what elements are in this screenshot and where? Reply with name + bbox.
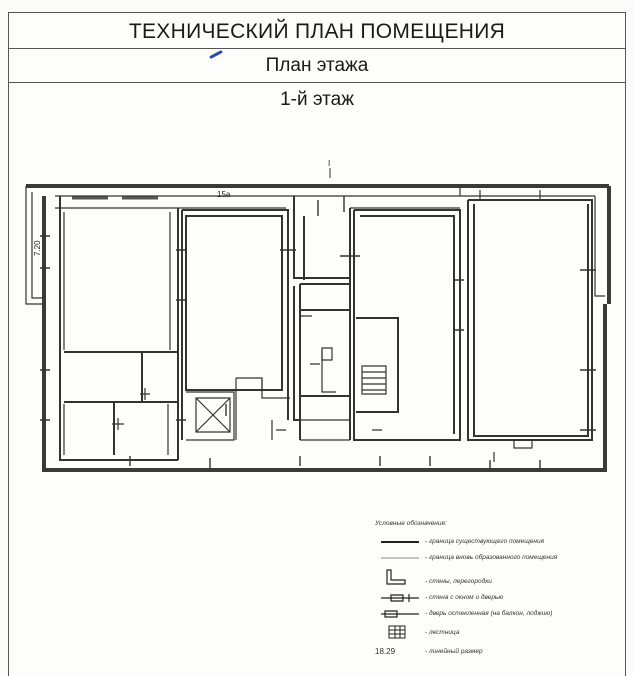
dimension-example-value: 18.29 — [375, 647, 396, 656]
legend-item: - стена с окном и дверью — [375, 592, 620, 604]
left-room — [60, 196, 178, 460]
dimension-top: 15a — [217, 190, 231, 199]
wall-corner-icon — [381, 568, 419, 588]
document-title: ТЕХНИЧЕСКИЙ ПЛАН ПОМЕЩЕНИЯ — [9, 13, 625, 49]
legend-title: Условные обозначения: — [375, 520, 447, 527]
right-room — [468, 200, 592, 440]
document-subtitle: План этажа — [9, 49, 625, 83]
center-block — [294, 196, 350, 440]
staircase-right — [362, 366, 386, 394]
legend-item — [375, 646, 620, 658]
dimension-example-label: - линейный размер — [425, 648, 483, 655]
mid-right-room — [354, 210, 460, 440]
floor-label: 1-й этаж — [280, 89, 354, 110]
glazed-door-icon — [381, 608, 419, 620]
section-mark: I — [328, 159, 331, 168]
legend-item: - граница существующего помещения — [375, 536, 620, 548]
legend-item: - дверь остекленная (на балкон, лоджию) — [375, 608, 620, 620]
thin-line-icon — [381, 552, 419, 564]
legend-item: - лестница — [375, 624, 620, 640]
mid-left-room — [182, 210, 288, 440]
staircase-left — [186, 378, 290, 440]
legend-item: - стены, перегородки — [375, 568, 620, 588]
dimension-left: 7.20 — [33, 240, 42, 256]
wall-window-door-icon — [381, 592, 419, 604]
legend-item: - граница вновь образованного помещения — [375, 552, 620, 564]
stairs-icon — [381, 624, 419, 640]
thick-line-icon — [381, 536, 419, 548]
